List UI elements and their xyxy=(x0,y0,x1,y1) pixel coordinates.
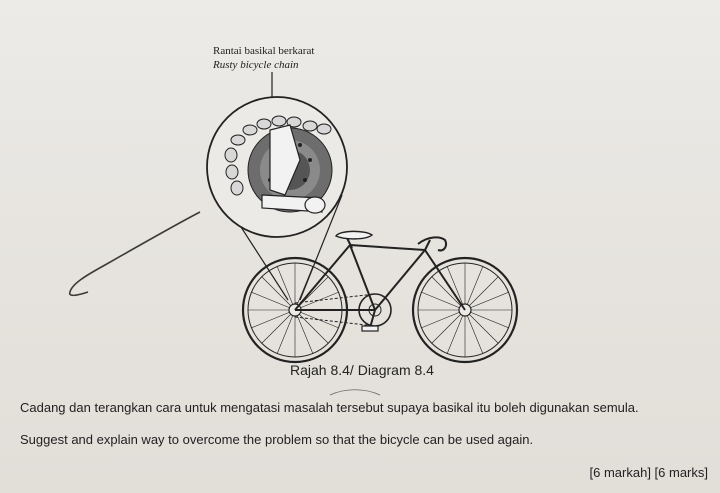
diagram-caption: Rajah 8.4/ Diagram 8.4 xyxy=(290,362,434,378)
question-text-english: Suggest and explain way to overcome the problem so that the bicycle can be used again. xyxy=(20,432,534,447)
pedal xyxy=(362,326,378,331)
question-text-malay: Cadang dan terangkan cara untuk mengatasi masalah tersebut supaya basikal itu boleh digunakan semula. xyxy=(20,400,639,415)
pen-circle-mark xyxy=(330,390,380,395)
bicycle-seat xyxy=(336,231,372,239)
bicycle-frame xyxy=(295,236,465,310)
bicycle xyxy=(243,231,517,362)
magnified-chain-inset xyxy=(207,97,347,237)
marks-allocation: [6 markah] [6 marks] xyxy=(589,465,708,480)
bicycle-handlebar xyxy=(418,237,446,250)
pen-mark xyxy=(70,212,200,295)
chain-label-english: Rusty bicycle chain xyxy=(213,59,299,71)
chain-label-malay: Rantai basikal berkarat xyxy=(213,45,315,57)
